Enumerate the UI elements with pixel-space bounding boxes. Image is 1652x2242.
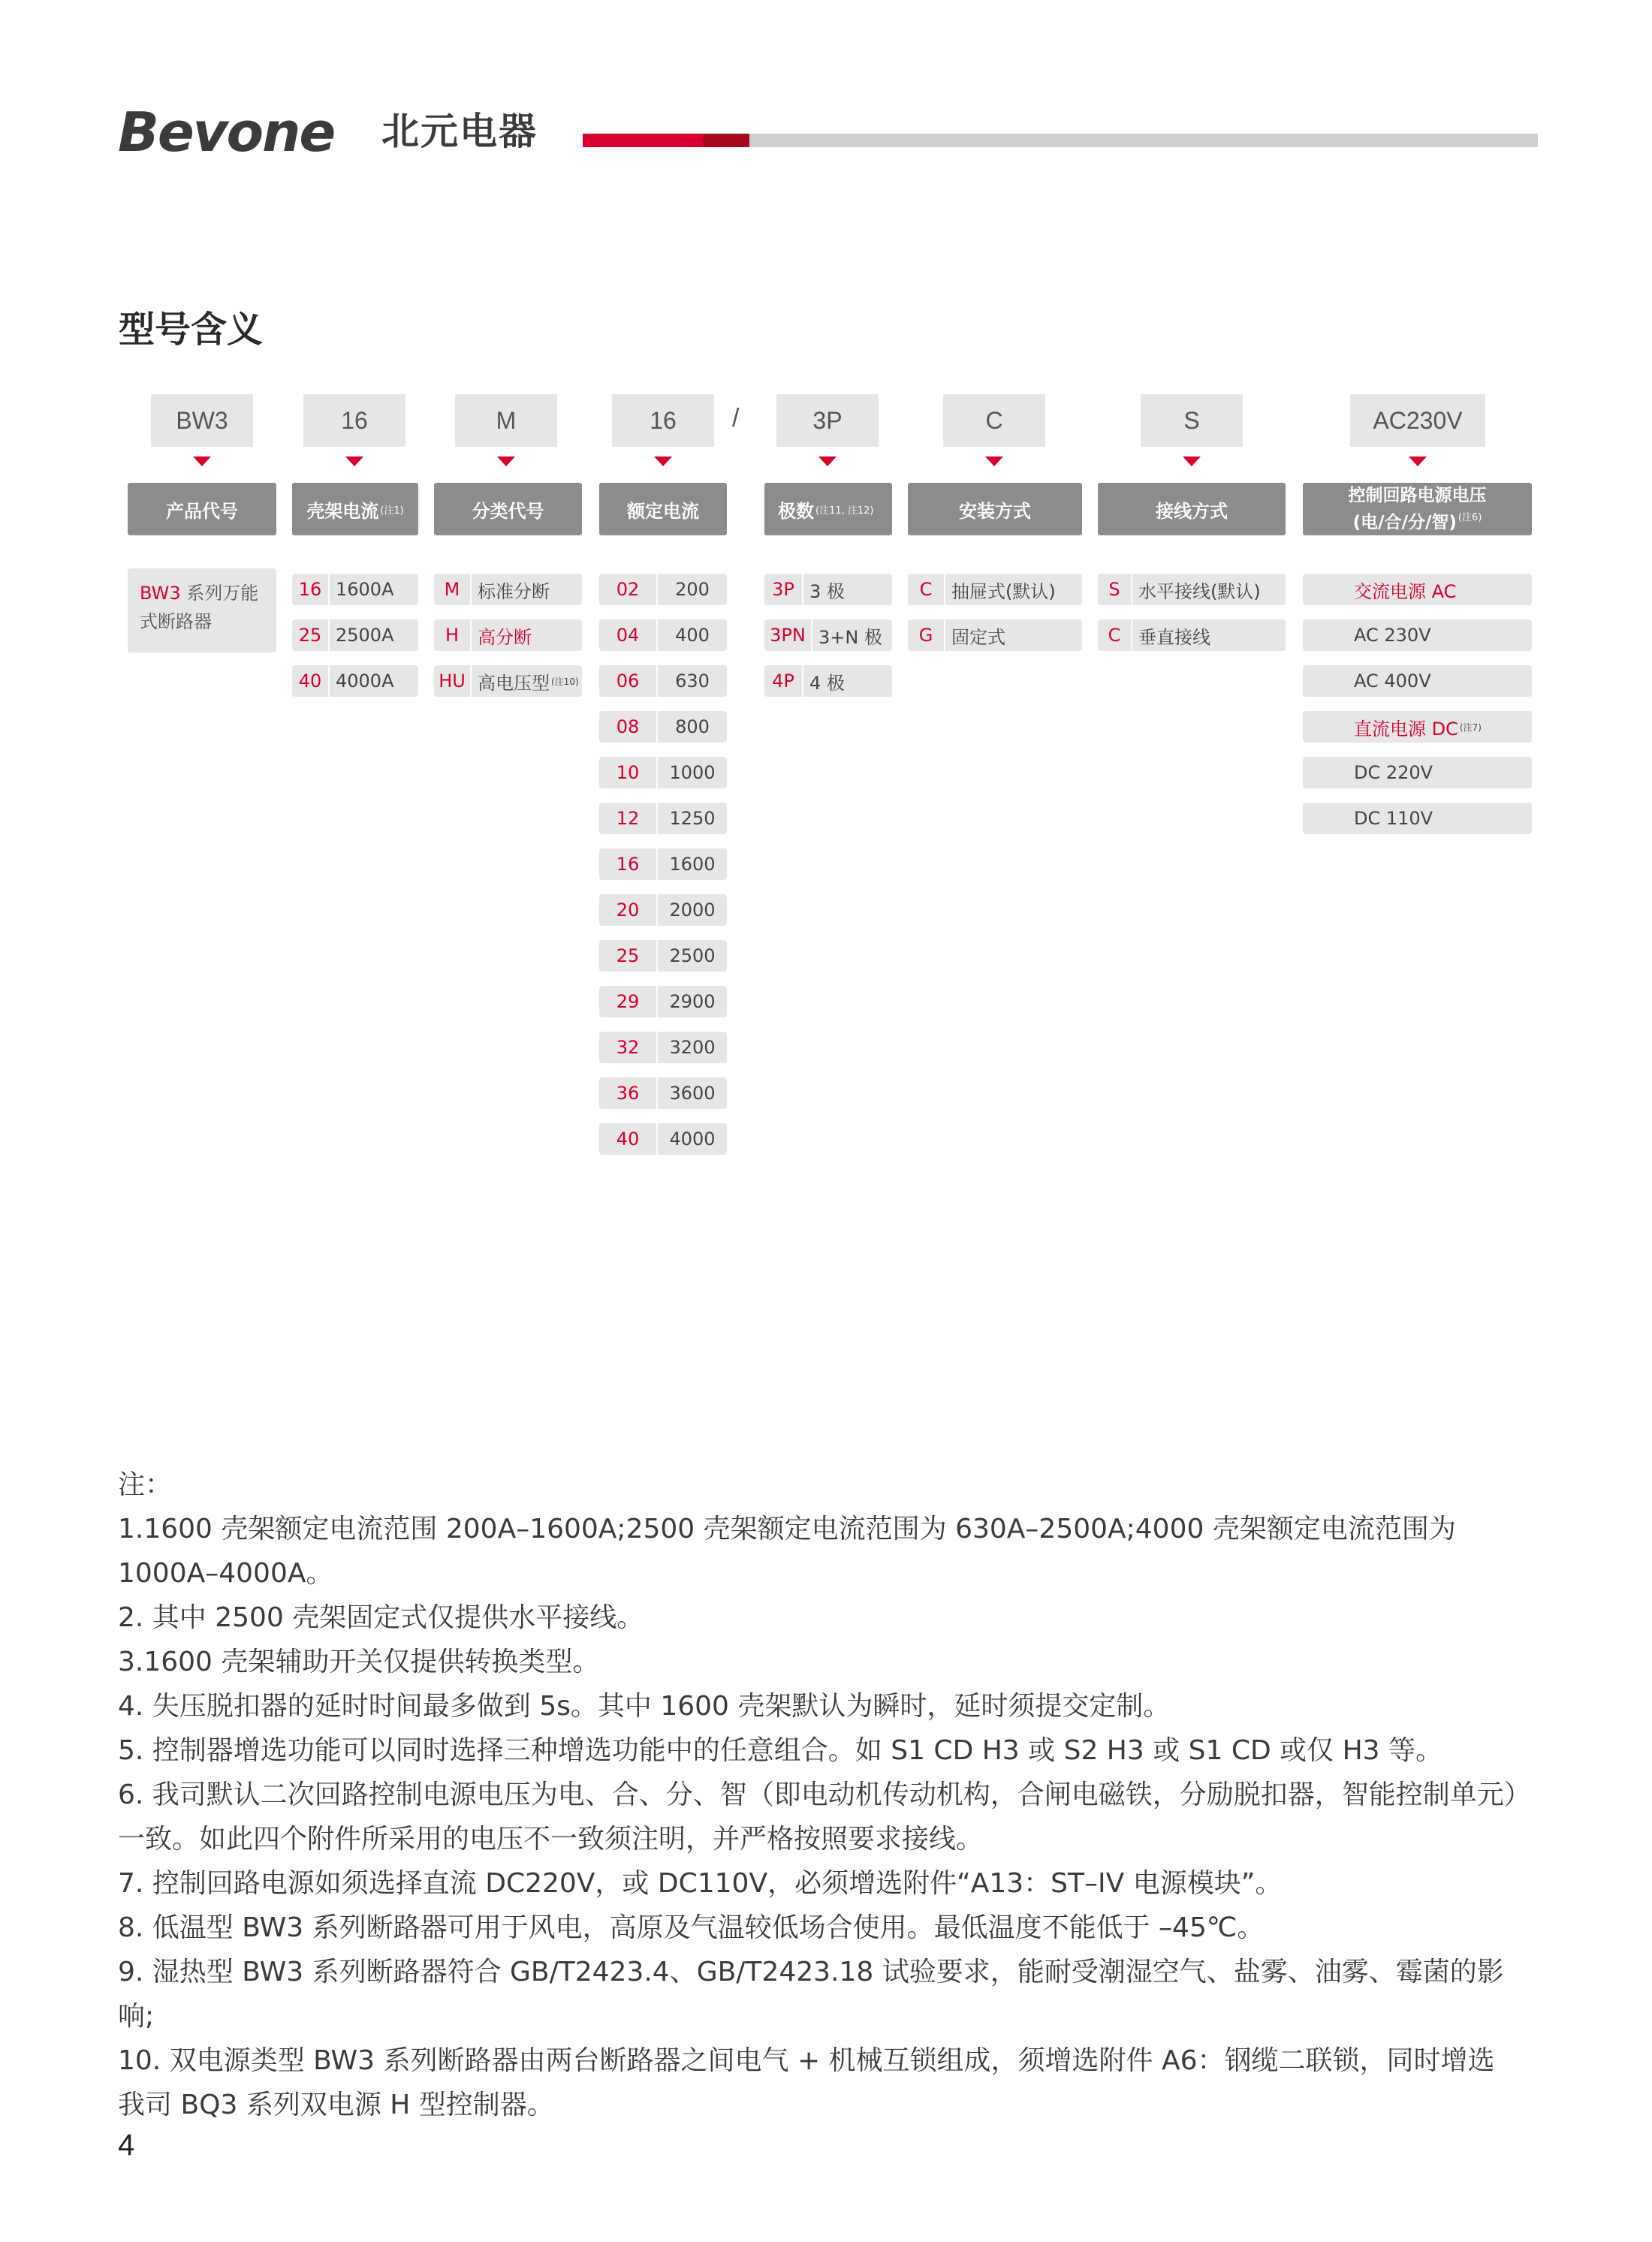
list-item: 4P 4 极 — [764, 665, 892, 697]
arrow-down-icon — [654, 457, 672, 466]
model-code-separator: / — [732, 404, 740, 432]
list-item: 32 3200 — [599, 1032, 727, 1063]
product-code: BW3 — [140, 583, 181, 604]
list-item: 12 1250 — [599, 803, 727, 834]
category-rated — [599, 483, 727, 535]
list-item: 25 2500A — [292, 619, 418, 651]
note-ref: (注10) — [551, 676, 579, 687]
category-class — [434, 483, 582, 535]
list-item: 36 3600 — [599, 1077, 727, 1109]
note-line: 10. 双电源类型 BW3 系列断路器由两台断路器之间电气 + 机械互锁组成，须增选附件 A6：钢缆二联锁，同时增选 — [118, 2045, 1495, 2076]
list-item: G 固定式 — [908, 619, 1082, 651]
brand-logo-cn: 北元电器 — [381, 110, 538, 153]
list-item: DC 220V — [1303, 757, 1532, 788]
list-item: 25 2500 — [599, 940, 727, 972]
category-label: 分类代号 — [472, 500, 544, 522]
list-item: 直流电源 DC (注7) — [1303, 711, 1532, 743]
notes-heading: 注： — [118, 1469, 173, 1500]
list-item: 3P 3 极 — [764, 574, 892, 605]
arrow-down-icon — [818, 457, 837, 466]
note-line: 2. 其中 2500 壳架固定式仅提供水平接线。 — [118, 1602, 644, 1633]
list-item: C 抽屉式(默认) — [908, 574, 1082, 605]
note-ref: (注11, 注12) — [815, 505, 874, 517]
list-item: 20 2000 — [599, 894, 727, 926]
note-line: 我司 BQ3 系列双电源 H 型控制器。 — [118, 2090, 554, 2120]
list-item: 08 800 — [599, 711, 727, 743]
product-text: 式断路器 — [140, 611, 212, 632]
category-label: 接线方式 — [1156, 500, 1228, 522]
list-item: 10 1000 — [599, 757, 727, 788]
note-line: 6. 我司默认二次回路控制电源电压为电、合、分、智（即电动机传动机构，合闸电磁铁，分励脱扣器，智能控制单元） — [118, 1779, 1531, 1810]
model-code-wiring: S — [1141, 394, 1243, 447]
category-label: 产品代号 — [166, 500, 238, 522]
category-wiring — [1098, 483, 1286, 535]
category-label: 控制回路电源电压 — [1348, 485, 1487, 505]
list-item: 16 1600 — [599, 848, 727, 880]
list-item: S 水平接线(默认) — [1098, 574, 1286, 605]
list-item: M 标准分断 — [434, 574, 582, 605]
model-code-rated: 16 — [612, 394, 714, 447]
list-item: HU 高电压型 (注10) — [434, 665, 582, 697]
arrow-down-icon — [345, 457, 363, 466]
section-title: 型号含义 — [119, 309, 264, 351]
note-ref: (注6) — [1458, 511, 1482, 523]
list-item: 02 200 — [599, 574, 727, 605]
list-item: H 高分断 — [434, 619, 582, 651]
header-bar-accent — [583, 134, 703, 147]
note-line: 5. 控制器增选功能可以同时选择三种增选功能中的任意组合。如 S1 CD H3 或 S2 H3 或 S1 CD 或仅 H3 等。 — [118, 1735, 1443, 1766]
model-code-control: AC230V — [1350, 394, 1485, 447]
product-description — [128, 568, 276, 652]
note-line: 8. 低温型 BW3 系列断路器可用于风电，高原及气温较低场合使用。最低温度不能低于 –45℃。 — [118, 1912, 1265, 1943]
note-line: 1.1600 壳架额定电流范围 200A–1600A;2500 壳架额定电流范围为 630A–2500A;4000 壳架额定电流范围为 — [118, 1514, 1456, 1544]
note-line: 7. 控制回路电源如须选择直流 DC220V，或 DC110V，必须增选附件“A13：ST–IV 电源模块”。 — [118, 1868, 1283, 1899]
list-item: 交流电源 AC — [1303, 574, 1532, 605]
list-item: 3PN 3+N 极 — [764, 619, 892, 651]
note-ref: (注7) — [1459, 722, 1482, 733]
note-ref: (注1) — [380, 505, 404, 517]
list-item: 04 400 — [599, 619, 727, 651]
product-text: 系列万能 — [180, 583, 259, 604]
notes-section — [118, 1463, 1537, 2127]
list-item: AC 400V — [1303, 665, 1532, 697]
category-sublabel: (电/合/分/智) $^{(注6)}$ — [1352, 511, 1482, 532]
arrow-down-icon — [497, 457, 515, 466]
category-product — [128, 483, 276, 535]
header-bar-accent-dark — [703, 134, 749, 147]
note-line: 3.1600 壳架辅助开关仅提供转换类型。 — [118, 1647, 600, 1677]
category-label: 壳架电流 — [306, 500, 379, 522]
list-item: 40 4000A — [292, 665, 418, 697]
category-frame — [292, 483, 418, 535]
category-control — [1303, 483, 1532, 535]
note-line: 1000A–4000A。 — [118, 1558, 333, 1589]
brand-logo-en: Bevone — [118, 101, 335, 164]
category-label: 安装方式 — [959, 500, 1031, 522]
arrow-down-icon — [193, 457, 211, 466]
category-poles — [764, 483, 892, 535]
list-item: AC 230V — [1303, 619, 1532, 651]
model-code-install: C — [943, 394, 1045, 447]
category-install — [908, 483, 1082, 535]
model-code-frame: 16 — [303, 394, 405, 447]
note-line: 9. 湿热型 BW3 系列断路器符合 GB/T2423.4、GB/T2423.18 试验要求，能耐受潮湿空气、盐雾、油雾、霉菌的影响; — [118, 1957, 1504, 2032]
category-label: 极数 — [778, 500, 814, 522]
page-number: 4 — [118, 2129, 135, 2162]
arrow-down-icon — [985, 457, 1003, 466]
list-item: C 垂直接线 — [1098, 619, 1286, 651]
list-item: 06 630 — [599, 665, 727, 697]
list-item: 29 2900 — [599, 986, 727, 1017]
model-code-class: M — [455, 394, 557, 447]
note-line: 4. 失压脱扣器的延时时间最多做到 5s。其中 1600 壳架默认为瞬时，延时须提交定制。 — [118, 1691, 1171, 1722]
note-line: 一致。如此四个附件所采用的电压不一致须注明，并严格按照要求接线。 — [118, 1824, 984, 1855]
arrow-down-icon — [1409, 457, 1427, 466]
list-item: 16 1600A — [292, 574, 418, 605]
list-item: 40 4000 — [599, 1123, 727, 1155]
category-label: 额定电流 — [627, 500, 699, 522]
model-code-product: BW3 — [151, 394, 253, 447]
list-item: DC 110V — [1303, 803, 1532, 834]
model-code-poles: 3P — [776, 394, 879, 447]
arrow-down-icon — [1183, 457, 1201, 466]
